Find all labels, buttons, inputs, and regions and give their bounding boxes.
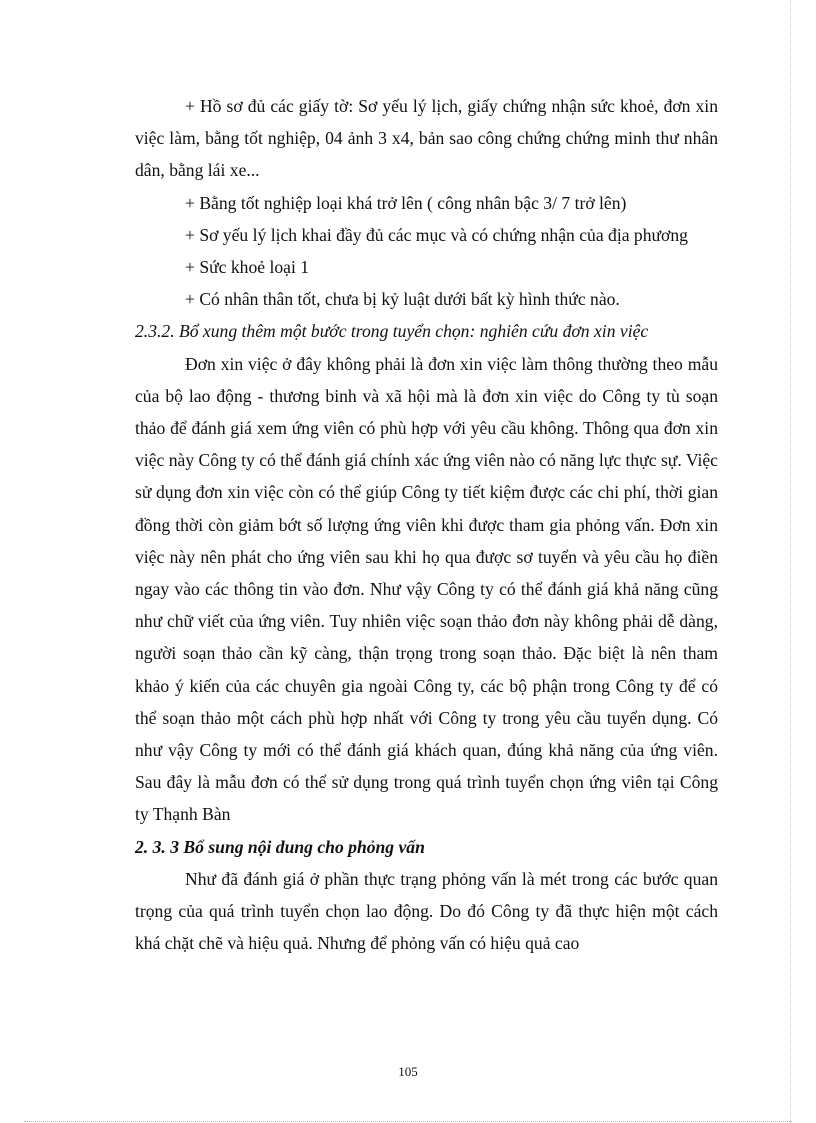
requirement-documents-paragraph: + Hồ sơ đủ các giấy tờ: Sơ yếu lý lịch, giấy chứng nhận sức khoẻ, đơn xin việc làm, bằng tốt nghiệp, 04 ảnh 3 x4, bản sao công chứng chứng minh thư nhân dân, bằng lái xe... [135, 96, 718, 181]
requirement-health-paragraph: + Sức khoẻ loại 1 [185, 257, 310, 278]
section-2-3-3-heading: 2. 3. 3 Bổ sung nội dung cho phỏng vấn [135, 836, 425, 857]
requirement-resume-paragraph: + Sơ yếu lý lịch khai đầy đủ các mục và có chứng nhận của địa phương [185, 224, 688, 245]
page-content [135, 90, 718, 959]
right-dotted-rule [790, 0, 791, 1123]
requirement-degree-paragraph: + Bằng tốt nghiệp loại khá trở lên ( công nhân bậc 3/ 7 trở lên) [185, 192, 627, 213]
section-2-3-2-heading: 2.3.2. Bổ xung thêm một bước trong tuyển chọn: nghiên cứu đơn xin việc [135, 321, 649, 342]
section-2-3-3-body: Như đã đánh giá ở phần thực trạng phỏng vấn là mét trong các bước quan trọng của quá trình tuyển chọn lao động. Do đó Công ty đã thực hiện một cách khá chặt chẽ và hiệu quả. Nhưng để phỏng vấn có hiệu quả cao [135, 868, 718, 954]
page-number: 105 [398, 1064, 418, 1079]
bottom-dotted-rule [24, 1121, 792, 1122]
section-2-3-2-body: Đơn xin việc ở đây không phải là đơn xin việc làm thông thường theo mẫu của bộ lao động - thương binh và xã hội mà là đơn xin việc do Công ty tù soạn thảo để đánh giá xem ứng viên có phù hợp với yêu cầu không. Thông qua đơn xin việc này Công ty có thể đánh giá chính xác ứng viên nào có năng lực thực sự. Việc sử dụng đơn xin việc còn có thể giúp Công ty tiết kiệm được các chi phí, thời gian đồng thời còn giảm bớt số lượng ứng viên khi được tham gia phỏng vấn. Đơn xin việc này nên phát cho ứng viên sau khi họ qua được sơ tuyển và yêu cầu họ điền ngay vào các thông tin vào đơn. Như vậy Công ty có thể đánh giá khả năng cũng như chữ viết của ứng viên. Tuy nhiên việc soạn thảo đơn này không phải dễ dàng, người soạn thảo cần kỹ càng, thận trọng trong soạn thảo. Đặc biệt là nên tham khảo ý kiến của các chuyên gia ngoài Công ty, các bộ phận trong Công ty để có thể soạn thảo một cách phù hợp nhất với Công ty trong yêu cầu tuyển dụng. Có như vậy Công ty mới có thể đánh giá khách quan, đúng khả năng của ứng viên. Sau đây là mẫu đơn có thể sử dụng trong quá trình tuyển chọn ứng viên tại Công ty Thạnh Bàn [135, 353, 718, 825]
requirement-conduct-paragraph: + Có nhân thân tốt, chưa bị kỷ luật dưới bất kỳ hình thức nào. [185, 289, 620, 310]
